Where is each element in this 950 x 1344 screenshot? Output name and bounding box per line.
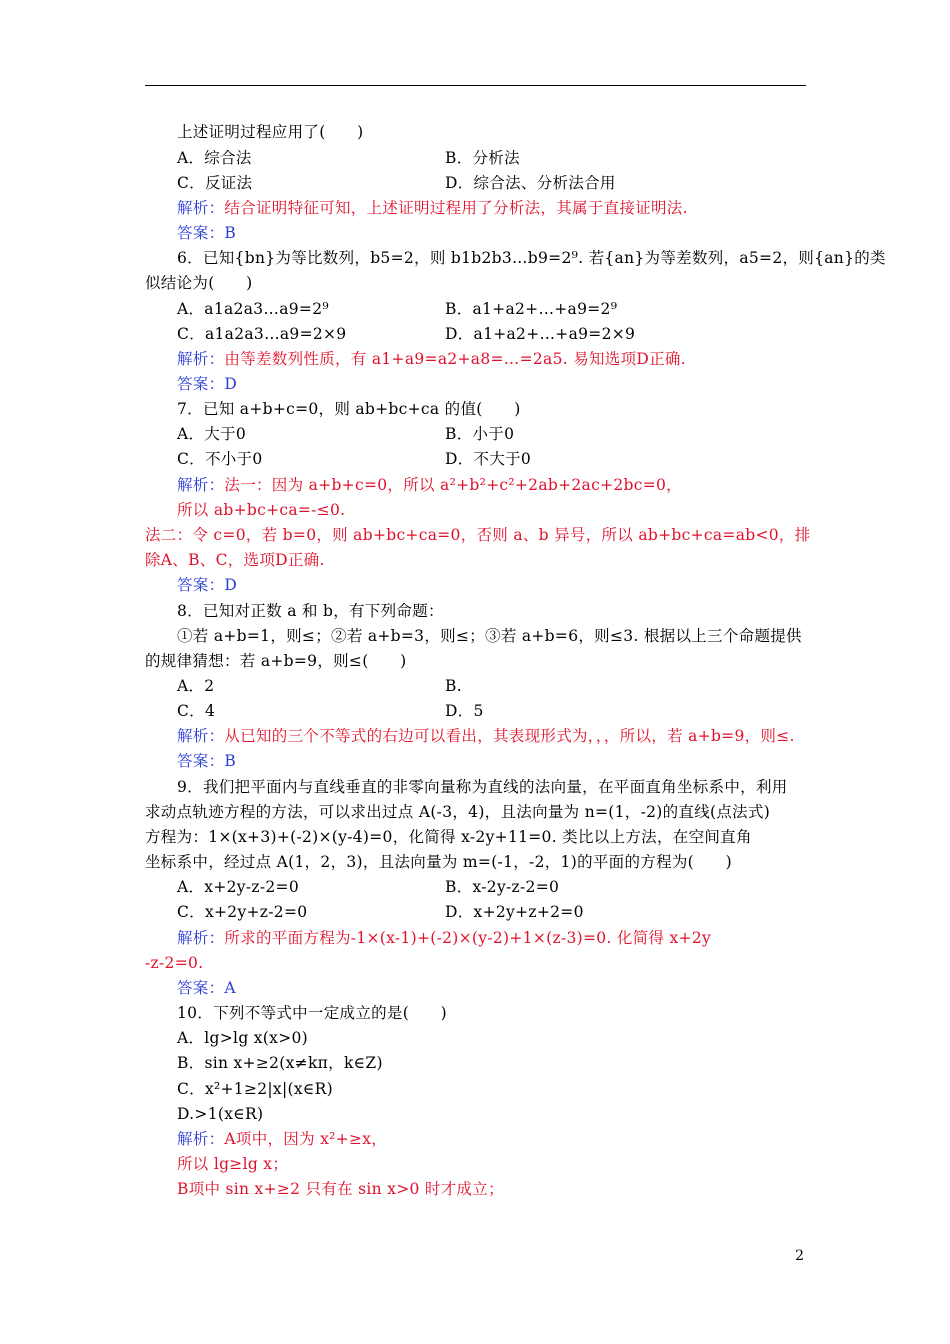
answer-value: D <box>224 375 238 393</box>
answer-label: 答案： <box>177 224 225 242</box>
question-line: 上述证明过程应用了( ) <box>177 123 364 141</box>
analysis-label: 解析： <box>177 929 225 947</box>
option-right: B．x-2y-z-2=0 <box>445 878 560 896</box>
analysis-text: 由等差数列性质，有 a1+a9=a2+a8=…=2a5. 易知选项D正确. <box>224 350 686 368</box>
option-right: B. <box>445 677 462 695</box>
analysis-line <box>177 928 711 948</box>
question-line: 10．下列不等式中一定成立的是( ) <box>177 1004 448 1022</box>
question-line: 的规律猜想：若 a+b=9，则≤( ) <box>145 652 407 670</box>
option-right: D．5 <box>445 702 484 720</box>
analysis-line <box>177 349 686 369</box>
option-left: C．反证法 <box>177 174 253 192</box>
analysis-text: A项中，因为 x²+≥x， <box>224 1130 388 1148</box>
question-line: 9．我们把平面内与直线垂直的非零向量称为直线的法向量，在平面直角坐标系中，利用 <box>177 778 788 796</box>
analysis-line <box>177 1129 387 1149</box>
analysis-text: 所求的平面方程为-1×(x-1)+(-2)×(y-2)+1×(z-3)=0. 化简得 x+2y <box>224 929 712 947</box>
question-line: 8．已知对正数 a 和 b，有下列命题： <box>177 602 444 620</box>
analysis-continuation: -z-2=0. <box>145 954 204 972</box>
analysis-text: 法一：因为 a+b+c=0，所以 a²+b²+c²+2ab+2ac+2bc=0， <box>224 476 682 494</box>
question-line: 似结论为( ) <box>145 274 253 292</box>
analysis-label: 解析： <box>177 199 225 217</box>
question-line: ①若 a+b=1，则≤；②若 a+b=3，则≤；③若 a+b=6，则≤3. 根据以上三个命题提供 <box>177 627 802 645</box>
analysis-continuation: 所以 ab+bc+ca=-≤0. <box>177 501 346 519</box>
analysis-text: 结合证明特征可知，上述证明过程用了分析法，其属于直接证明法. <box>224 199 688 217</box>
question-line: A．lg>lg x(x>0) <box>177 1029 308 1047</box>
answer-label: 答案： <box>177 752 225 770</box>
answer-label: 答案： <box>177 576 225 594</box>
answer-value: B <box>224 752 237 770</box>
answer-label: 答案： <box>177 375 225 393</box>
answer-value: D <box>224 576 238 594</box>
answer-line <box>177 223 236 243</box>
option-left: C．4 <box>177 702 216 720</box>
option-right: D．x+2y+z+2=0 <box>445 903 584 921</box>
option-left: A．a1a2a3…a9=2⁹ <box>177 300 329 318</box>
question-line: 坐标系中，经过点 A(1，2，3)，且法向量为 m=(-1，-2，1)的平面的方程为( ) <box>145 853 732 871</box>
option-left: A．x+2y-z-2=0 <box>177 878 299 896</box>
answer-value: B <box>224 224 237 242</box>
question-line: 7．已知 a+b+c=0，则 ab+bc+ca 的值( ) <box>177 400 521 418</box>
analysis-line <box>177 475 682 495</box>
option-left: C．x+2y+z-2=0 <box>177 903 308 921</box>
option-right: B．分析法 <box>445 149 520 167</box>
analysis-label: 解析： <box>177 476 225 494</box>
option-right: D．不大于0 <box>445 450 532 468</box>
answer-line <box>177 978 236 998</box>
analysis-text: 从已知的三个不等式的右边可以看出，其表现形式为，，，所以，若 a+b=9，则≤. <box>224 727 795 745</box>
question-line: 求动点轨迹方程的方法，可以求出过点 A(-3，4)，且法向量为 n=(1，-2)的直线(点法式) <box>145 803 771 821</box>
option-right: B．小于0 <box>445 425 515 443</box>
analysis-label: 解析： <box>177 350 225 368</box>
answer-line <box>177 575 237 595</box>
option-left: A．大于0 <box>177 425 247 443</box>
answer-line <box>177 374 237 394</box>
option-left: A．2 <box>177 677 215 695</box>
analysis-label: 解析： <box>177 1130 225 1148</box>
option-left: C．a1a2a3…a9=2×9 <box>177 325 347 343</box>
analysis-continuation: 法二：令 c=0，若 b=0，则 ab+bc+ca=0，否则 a、b 异号，所以 ab+bc+ca=ab<0，排 <box>145 526 811 544</box>
question-line: B．sin x+≥2(x≠kπ，k∈Z) <box>177 1054 383 1072</box>
option-left: A．综合法 <box>177 149 252 167</box>
analysis-continuation: B项中 sin x+≥2 只有在 sin x>0 时才成立； <box>177 1180 504 1198</box>
option-right: D．综合法、分析法合用 <box>445 174 616 192</box>
header-rule <box>145 85 806 86</box>
option-left: C．不小于0 <box>177 450 263 468</box>
analysis-line <box>177 198 688 218</box>
option-right: B．a1+a2+…+a9=2⁹ <box>445 300 618 318</box>
analysis-label: 解析： <box>177 727 225 745</box>
option-right: D．a1+a2+…+a9=2×9 <box>445 325 636 343</box>
question-line: D.>1(x∈R) <box>177 1105 264 1123</box>
page-number: 2 <box>795 1248 804 1264</box>
answer-value: A <box>224 979 236 997</box>
analysis-line <box>177 726 795 746</box>
answer-line <box>177 751 236 771</box>
question-line: 方程为：1×(x+3)+(-2)×(y-4)=0，化简得 x-2y+11=0. 类比以上方法，在空间直角 <box>145 828 752 846</box>
answer-label: 答案： <box>177 979 225 997</box>
analysis-continuation: 除A、B、C，选项D正确. <box>145 551 325 569</box>
analysis-continuation: 所以 lg≥lg x； <box>177 1155 289 1173</box>
question-line: C．x²+1≥2|x|(x∈R) <box>177 1080 333 1098</box>
question-line: 6．已知{bn}为等比数列，b5=2，则 b1b2b3…b9=2⁹. 若{an}为等差数列，a5=2，则{an}的类 <box>177 249 886 267</box>
